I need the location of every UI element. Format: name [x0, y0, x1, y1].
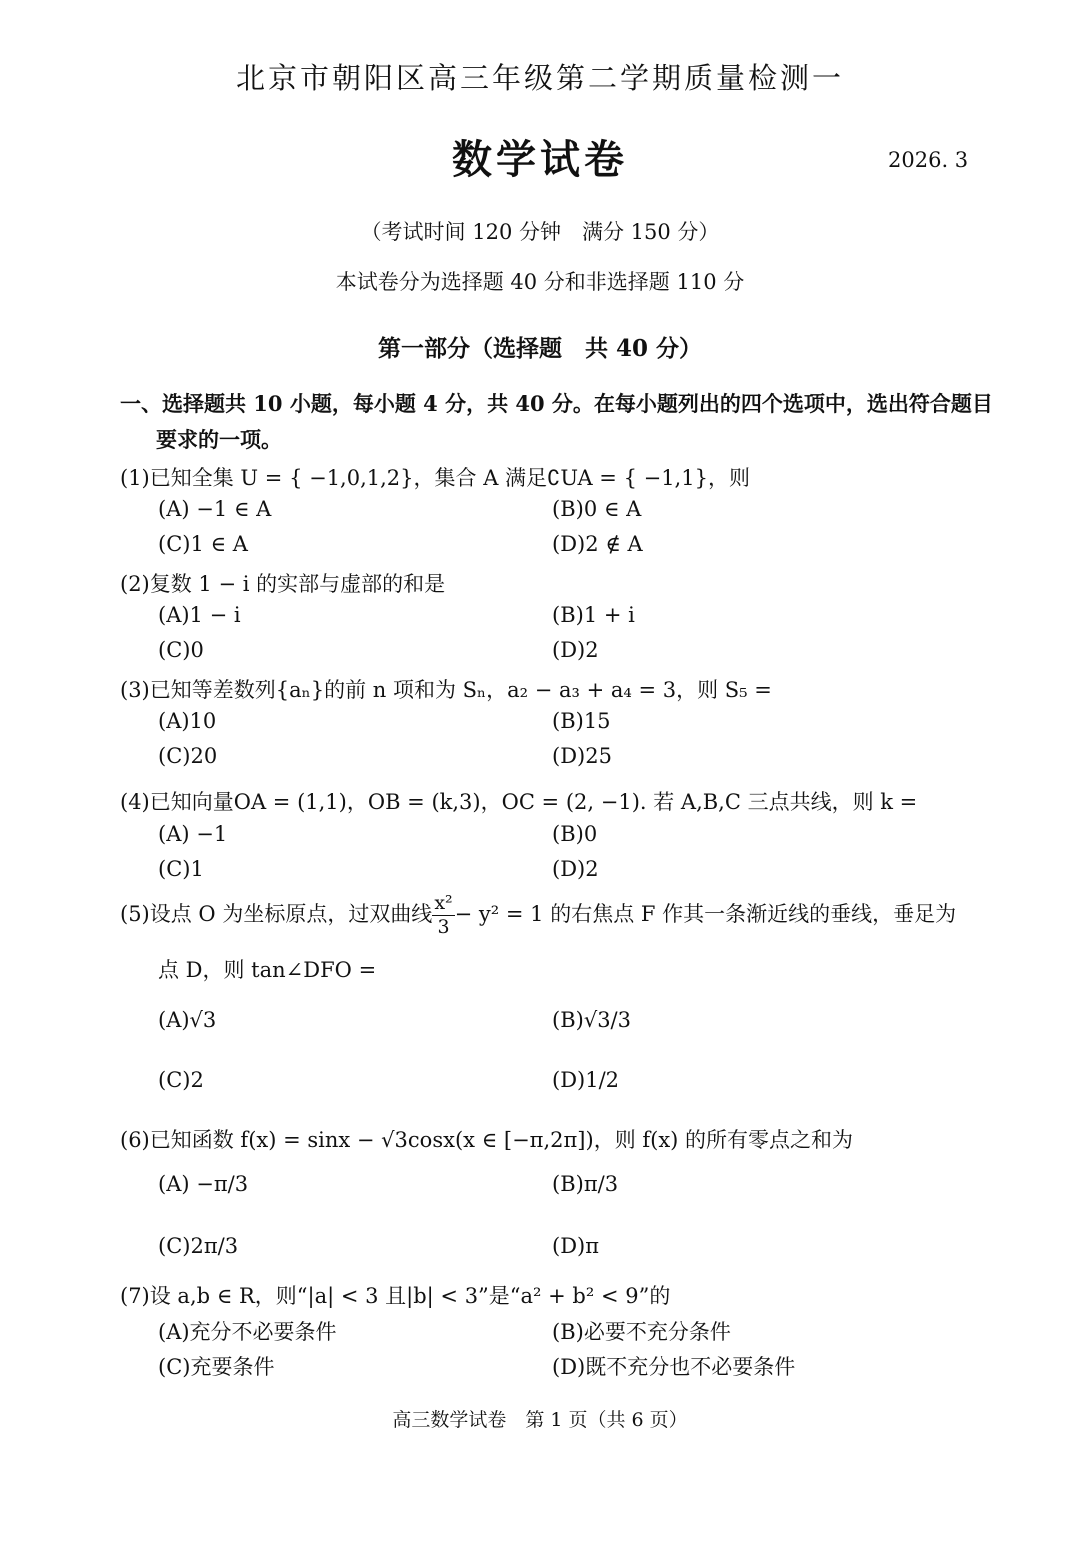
question-3-option-b: (B)15 [552, 709, 611, 733]
page-footer: 高三数学试卷 第 1 页（共 6 页） [392, 1409, 688, 1431]
question-3-stem: (3)已知等差数列{aₙ}的前 n 项和为 Sₙ，a₂ − a₃ + a₄ = 3，则 S₅ = [120, 678, 772, 702]
question-7-option-a: (A)充分不必要条件 [158, 1320, 337, 1344]
instruction-line-1: 一、选择题共 10 小题，每小题 4 分，共 40 分。在每小题列出的四个选项中，选出符合题目 [120, 391, 993, 416]
question-1-stem: (1)已知全集 U = { −1,0,1,2}，集合 A 满足∁UA = { −1,1}，则 [120, 466, 750, 490]
question-6-stem: (6)已知函数 f(x) = sinx − √3cosx(x ∈ [−π,2π])，则 f(x) 的所有零点之和为 [120, 1128, 854, 1152]
instruction-line-2: 要求的一项。 [156, 427, 282, 452]
question-7-option-b: (B)必要不充分条件 [552, 1320, 731, 1344]
exam-header-title: 北京市朝阳区高三年级第二学期质量检测一 [235, 61, 844, 95]
question-2-stem: (2)复数 1 − i 的实部与虚部的和是 [120, 572, 446, 596]
question-2-option-a: (A)1 − i [158, 603, 241, 627]
question-4-option-c: (C)1 [158, 857, 204, 881]
question-3-option-a: (A)10 [158, 709, 217, 733]
question-5-option-c: (C)2 [158, 1068, 204, 1092]
question-1-option-c: (C)1 ∈ A [158, 532, 248, 556]
question-5-stem-line-2: 点 D，则 tan∠DFO = [158, 958, 377, 982]
question-6-option-a: (A) −π/3 [158, 1172, 249, 1196]
question-7-option-d: (D)既不充分也不必要条件 [552, 1355, 796, 1379]
question-4-option-b: (B)0 [552, 822, 598, 846]
question-2-option-d: (D)2 [552, 638, 599, 662]
question-3-option-c: (C)20 [158, 744, 218, 768]
question-5-option-a: (A)√3 [158, 1008, 217, 1032]
fraction-numerator: x² [434, 892, 453, 914]
question-5-option-b: (B)√3/3 [552, 1008, 631, 1032]
question-1-option-a: (A) −1 ∈ A [158, 497, 272, 521]
question-3-option-d: (D)25 [552, 744, 612, 768]
question-6-option-c: (C)2π/3 [158, 1234, 239, 1258]
hyperbola-fraction [432, 894, 454, 937]
question-6-option-d: (D)π [552, 1234, 600, 1258]
exam-date: 2026. 3 [888, 148, 969, 172]
question-4-option-d: (D)2 [552, 857, 599, 881]
question-2-option-b: (B)1 + i [552, 603, 635, 627]
question-5-stem-part-a: (5)设点 O 为坐标原点，过双曲线 [120, 902, 433, 926]
part-title: 第一部分（选择题 共 40 分） [377, 335, 703, 362]
question-5-stem [120, 894, 956, 937]
question-5-stem-part-b: − y² = 1 的右焦点 F 作其一条渐近线的垂线，垂足为 [454, 902, 957, 926]
paper-score-note: 本试卷分为选择题 40 分和非选择题 110 分 [335, 270, 745, 294]
question-7-option-c: (C)充要条件 [158, 1355, 275, 1379]
question-1-option-d: (D)2 ∉ A [552, 532, 643, 556]
question-2-option-c: (C)0 [158, 638, 204, 662]
fraction-denominator: 3 [437, 916, 450, 938]
question-7-stem: (7)设 a,b ∈ R，则“|a| < 3 且|b| < 3”是“a² + b² < 9”的 [120, 1284, 671, 1308]
question-5-option-d: (D)1/2 [552, 1068, 620, 1092]
question-4-option-a: (A) −1 [158, 822, 228, 846]
exam-time-info: （考试时间 120 分钟 满分 150 分） [360, 220, 720, 244]
paper-title: 数学试卷 [452, 136, 628, 183]
question-4-stem: (4)已知向量OA = (1,1)，OB = (k,3)，OC = (2, −1). 若 A,B,C 三点共线，则 k = [120, 790, 918, 814]
question-1-option-b: (B)0 ∈ A [552, 497, 642, 521]
question-6-option-b: (B)π/3 [552, 1172, 619, 1196]
